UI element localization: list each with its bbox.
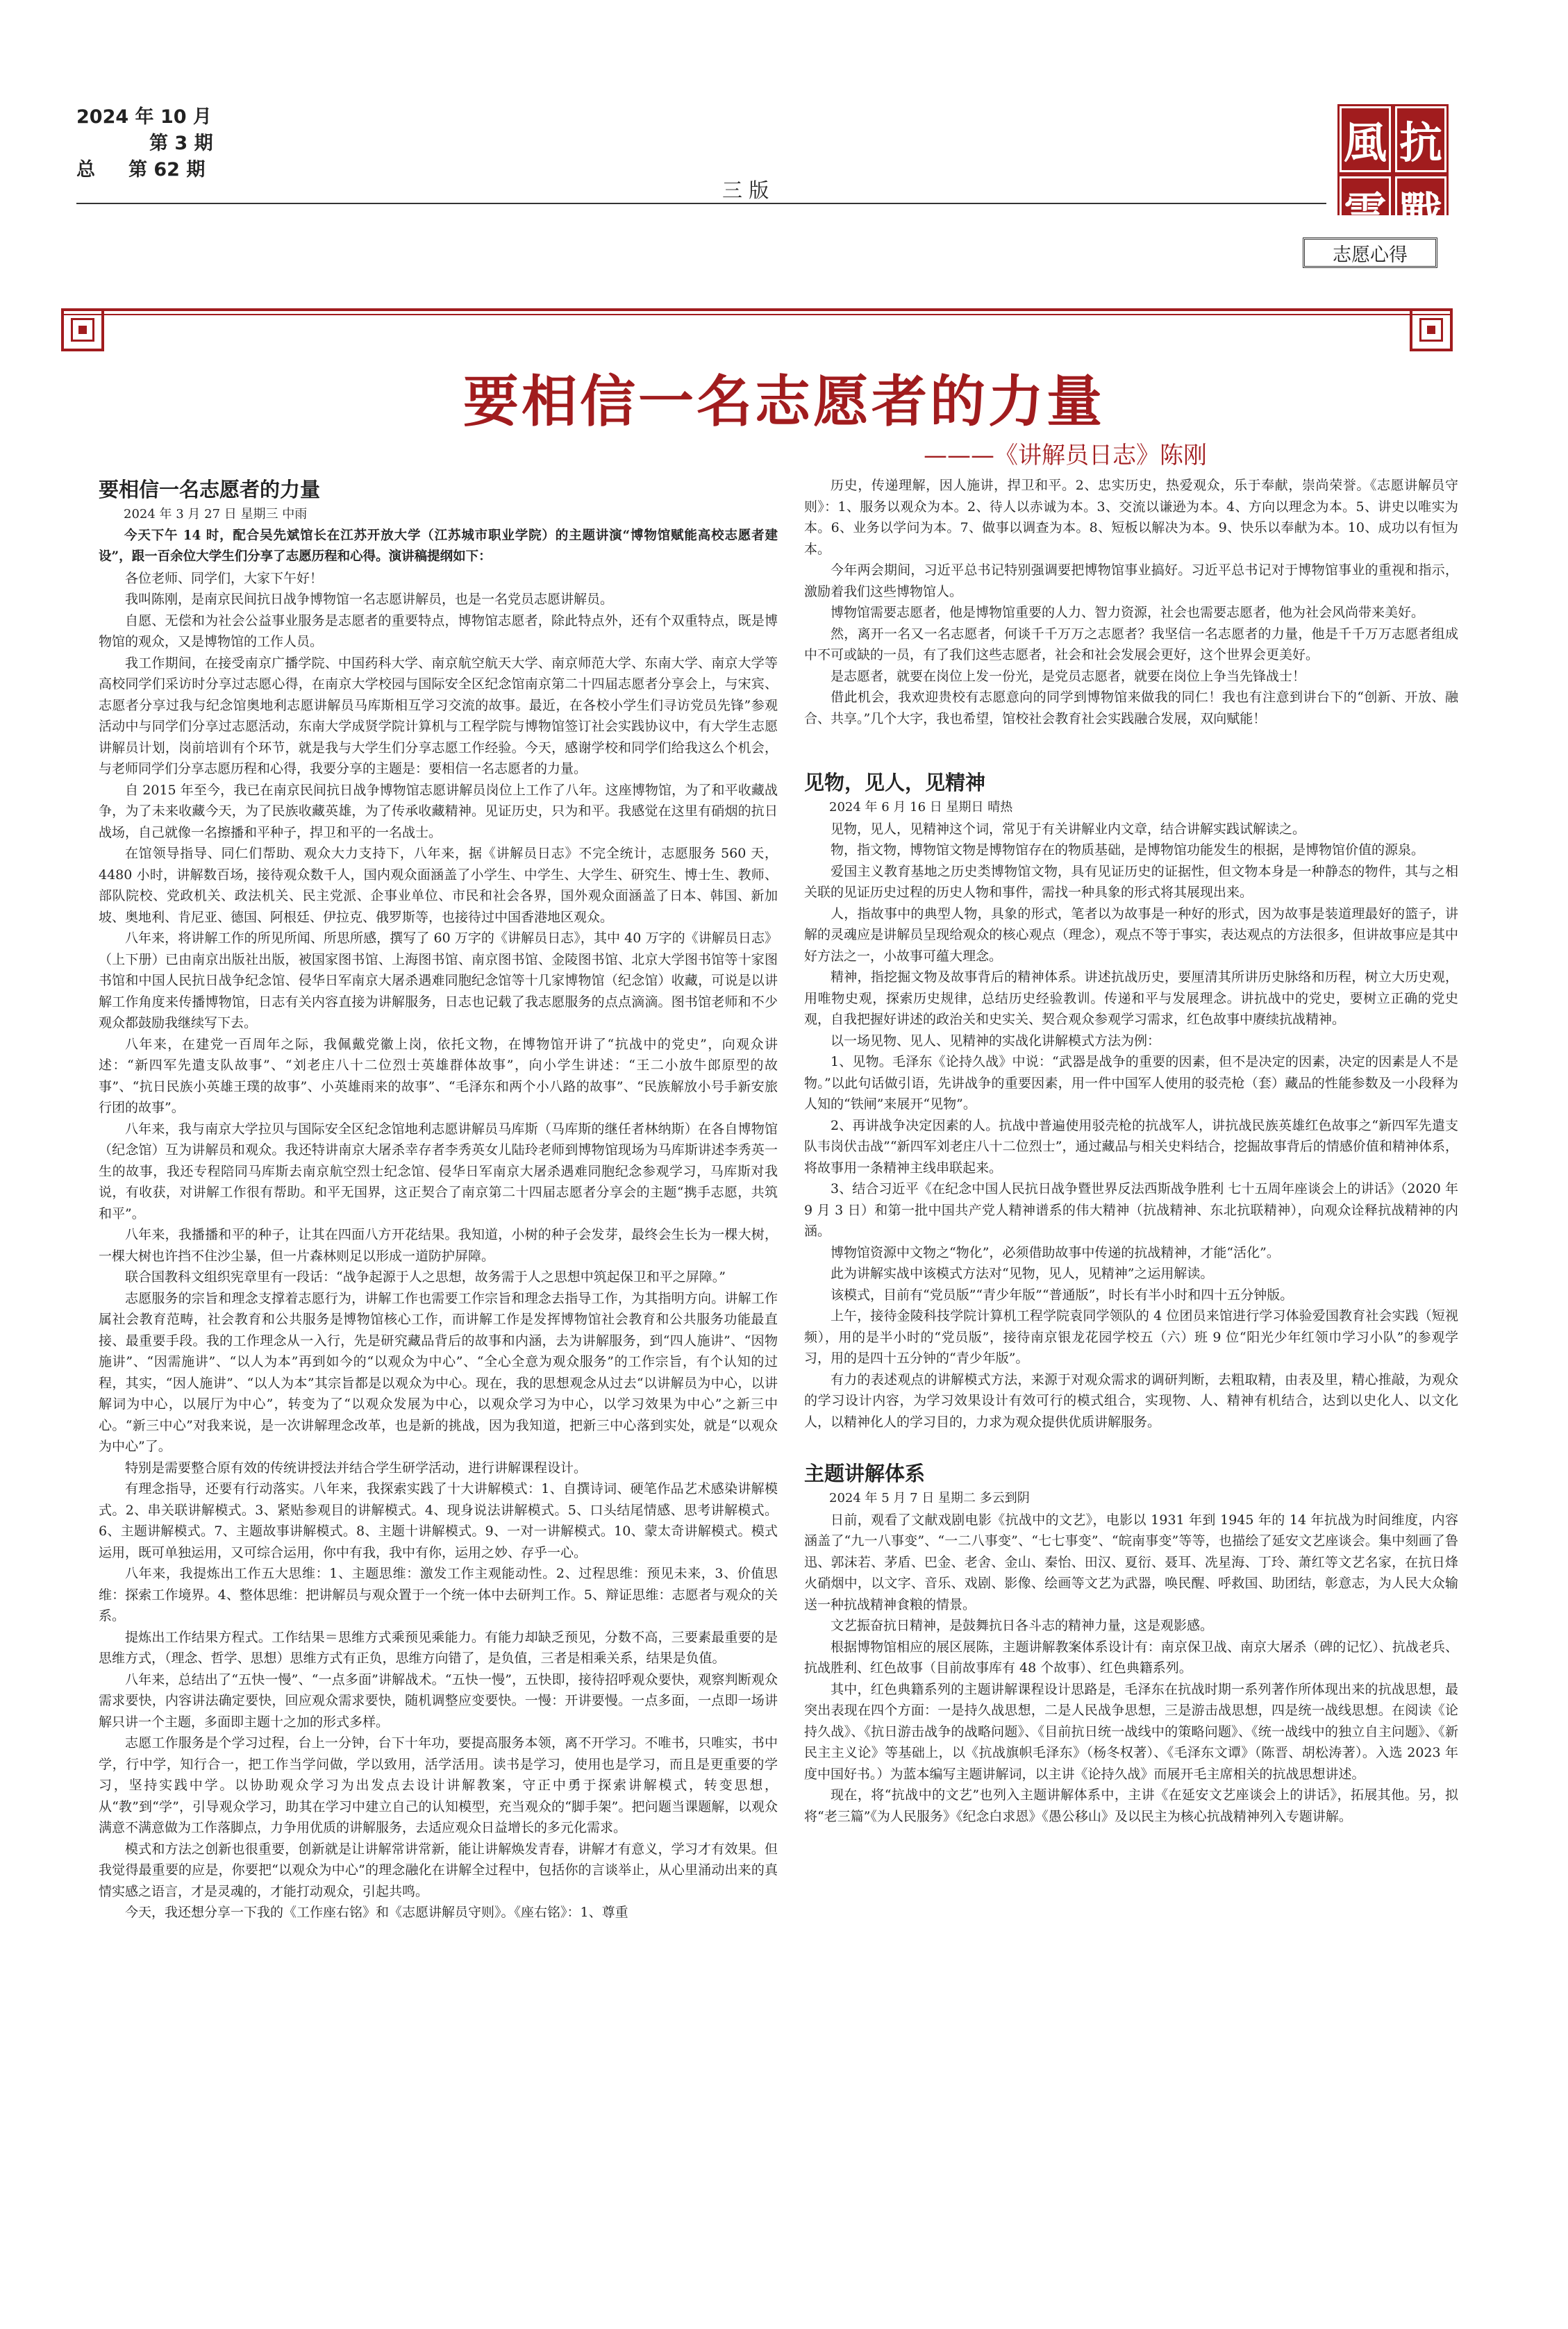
- paragraph: 模式和方法之创新也很重要，创新就是让讲解常讲常新，能让讲解焕发青春，讲解才有意义，学习才有效果。但我觉得最重要的应是，你要把“以观众为中心”的理念融化在讲解全过程中，包括你的言谈举止，从心里涌动出来的真情实感之语言，才是灵魂的，才能打动观众，引起共鸣。: [99, 1841, 778, 1899]
- paragraph: 八年来，在建党一百周年之际，我佩戴党徽上岗，依托文物，在博物馆开讲了“抗战中的党史”，向观众讲述：“新四军先遣支队故事”、“刘老庄八十二位烈士英雄群体故事”，向小学生讲述：“王二小放牛郎原型的故事”、“抗日民族小英雄王璞的故事”、小英雄雨来的故事”、“毛泽东和两个小八路的故事”、“民族解放小号手新安旅行团的故事”。: [99, 1036, 778, 1115]
- paragraph: 此为讲解实战中该模式方法对“见物，见人，见精神”之运用解读。: [831, 1266, 1214, 1281]
- paragraph: 3、结合习近平《在纪念中国人民抗日战争暨世界反法西斯战争胜利 七十五周年座谈会上的讲话》（2020 年 9 月 3 日）和第一批中国共产党人精神谱系的伟大精神（抗战精神、东北抗联精神），向观众诠释抗战精神的内涵。: [804, 1181, 1458, 1239]
- paragraph: 今年两会期间，习近平总书记特别强调要把博物馆事业搞好。习近平总书记对于博物馆事业的重视和指示，激励着我们这些博物馆人。: [804, 562, 1458, 599]
- masthead: [76, 104, 213, 183]
- paragraph: 文艺振奋抗日精神，是鼓舞抗日各斗志的精神力量，这是观影感。: [831, 1618, 1214, 1633]
- paragraph: 以一场见物、见人、见精神的实战化讲解模式方法为例：: [831, 1033, 1161, 1049]
- paragraph: 日前，观看了文献戏剧电影《抗战中的文艺》，电影以 1931 年到 1945 年的 14 年抗战为时间维度，内容涵盖了“九一八事变”、“一二八事变”、“七七事变”、“皖南事变”等等，也描绘了延安文艺座谈会。集中刻画了鲁迅、郭沫若、茅盾、巴金、老舍、金山、秦怡、田汉、夏衍、聂耳、冼星海、丁玲、萧红等文艺名家，在抗日烽火硝烟中，以文字、音乐、戏剧、影像、绘画等文艺为武器，唤民醒、呼救国、助团结，彰意志，为人民大众输送一种抗战精神食粮的情景。: [804, 1512, 1458, 1612]
- section-title-theme: 主题讲解体系: [804, 1462, 926, 1485]
- paragraph: 八年来，我播播和平的种子，让其在四面八方开花结果。我知道，小树的种子会发芽，最终会生长为一棵大树，一棵大树也许挡不住沙尘暴，但一片森林则足以形成一道防护屏障。: [99, 1227, 778, 1264]
- section-date-jianwu: 2024 年 6 月 16 日 星期日 晴热: [829, 800, 1013, 815]
- paragraph: 根据博物馆相应的展区展陈，主题讲解教案体系设计有：南京保卫战、南京大屠杀（碑的记忆）、抗战老兵、抗战胜利、红色故事（目前故事库有 48 个故事）、红色典籍系列。: [804, 1639, 1458, 1676]
- page-edition: 三 版: [722, 178, 769, 202]
- paragraph: 我工作期间，在接受南京广播学院、中国药科大学、南京航空航天大学、南京师范大学、东南大学、南京大学等高校同学们采访时分享过志愿心得，在南京大学校园与国际安全区纪念馆南京第二十四届志愿者分享会上，与宋宾、志愿者分享过我与纪念馆奥地利志愿讲解员马库斯相互学习交流的故事。最近，在各校小学生们寻访党员先锋”参观活动中与同学们分享过志愿活动，东南大学成贤学院计算机与工程学院与博物馆签订社会实践协议中，有大学生志愿讲解员计划，岗前培训有个环节，就是我与大学生们分享志愿工作经验。今天，感谢学校和同学们给我这么个机会，与老师同学们分享志愿历程和心得，我要分享的主题是：要相信一名志愿者的力量。: [99, 655, 778, 776]
- paragraph: 然，离开一名又一名志愿者，何谈千千万万之志愿者？我坚信一名志愿者的力量，他是千千万万志愿者组成中不可或缺的一员，有了我们这些志愿者，社会和社会发展会更好，这个世界会更美好。: [804, 626, 1458, 662]
- section-title-jianwu: 见物，见人，见精神: [804, 771, 986, 794]
- paragraph: 自 2015 年至今，我已在南京民间抗日战争博物馆志愿讲解员岗位上工作了八年。这座博物馆，为了和平收藏战争，为了未来收藏今天，为了民族收藏英雄，为了传承收藏精神。见证历史，只为和平。我感觉在这里有硝烟的抗日战场，自己就像一名擦播和平种子，捍卫和平的一名战士。: [99, 782, 778, 840]
- paragraph: 八年来，总结出了“五快一慢”、“一点多面”讲解战术。“五快一慢”，五快即，接待招呼观众要快，观察判断观众需求要快，内容讲法确定要快，回应观众需求要快，随机调整应变要快。一慢：开讲要慢。一点多面，一点即一场讲解只讲一个主题，多面即主题十之加的形式多样。: [99, 1671, 778, 1730]
- masthead-date: 2024 年 10 月: [76, 106, 212, 128]
- article-body: [99, 526, 778, 1923]
- article-title: 要相信一名志愿者的力量: [99, 478, 321, 501]
- corner-ornament-left: [61, 308, 104, 351]
- paragraph: 现在，将“抗战中的文艺”也列入主题讲解体系中，主讲《在延安文艺座谈会上的讲话》，拓展其他。另，拟将“老三篇”《为人民服务》《纪念白求恩》《愚公移山》及以民主为核心抗战精神列入专题讲解。: [804, 1787, 1458, 1824]
- article-date: 2024 年 3 月 27 日 星期三 中雨: [124, 507, 308, 521]
- paragraph: 今天下午 14 时，配合吴先斌馆长在江苏开放大学（江苏城市职业学院）的主题讲演“博物馆赋能高校志愿者建设”，跟一百余位大学生们分享了志愿历程和心得。演讲稿提纲如下：: [99, 528, 778, 564]
- section-spacer: [804, 729, 1458, 768]
- masthead-issue: 第 3 期: [149, 133, 213, 154]
- paragraph: 其中，红色典籍系列的主题讲解课程设计思路是，毛泽东在抗战时期一系列著作所体现出来的抗战思想，最突出表现在四个方面：一是持久战思想，二是人民战争思想，三是游击战思想，四是统一战线思想。在阅读《论持久战》、《抗日游击战争的战略问题》、《目前抗日统一战线中的策略问题》、《统一战线中的独立自主问题》、《新民主主义论》等基础上，以《抗战旗帜毛泽东》（杨冬权著）、《毛泽东文谭》（陈晋、胡松涛著）。入选 2023 年度中国好书。）为蓝本编写主题讲解词，以主讲《论持久战》而展开毛主席相关的抗战思想讲述。: [804, 1681, 1458, 1782]
- paragraph: 联合国教科文组织宪章里有一段话：“战争起源于人之思想，故务需于人之思想中筑起保卫和平之屏障。”: [125, 1269, 726, 1285]
- paragraph: 是志愿者，就要在岗位上发一份光，是党员志愿者，就要在岗位上争当先锋战士！: [831, 668, 1306, 684]
- masthead-total-row: [76, 157, 213, 183]
- paragraph: 博物馆需要志愿者，他是博物馆重要的人力、智力资源，社会也需要志愿者，他为社会风尚带来美好。: [831, 605, 1425, 620]
- paragraph: 八年来，我提炼出工作五大思维：1、主题思维：激发工作主观能动性。2、过程思维：预见未来，3、价值思维：探索工作境界。4、整体思维：把讲解员与观众置于一个统一体中去研判工作。5、辩证思维：志愿者与观众的关系。: [99, 1566, 778, 1623]
- section-tag: 志愿心得: [1303, 237, 1437, 268]
- paragraph: 见物，见人，见精神这个词，常见于有关讲解业内文章，结合讲解实践试解读之。: [831, 821, 1306, 837]
- paragraph: 提炼出工作结果方程式。工作结果＝思维方式乘预见乘能力。有能力却缺乏预见，分数不高，三要素最重要的是思维方式，（理念、哲学、思想）思维方式有正负，思维方向错了，是负值，三者是相乘关系，结果是负值。: [99, 1629, 778, 1666]
- title-frame-rule: [61, 308, 1453, 311]
- paragraph: 1、见物。毛泽东《论持久战》中说：“武器是战争的重要的因素，但不是决定的因素，决定的因素是人不是物。”以此句话做引语，先讲战争的重要因素，用一件中国军人使用的驳壳枪（套）藏品的性能参数及一小段释为人知的“铁闸”来展开“见物”。: [804, 1054, 1458, 1112]
- left-column: [99, 475, 778, 1923]
- paragraph: 自愿、无偿和为社会公益事业服务是志愿者的重要特点，博物馆志愿者，除此特点外，还有个双重特点，既是博物馆的观众，又是博物馆的工作人员。: [99, 612, 778, 649]
- headline: 要相信一名志愿者的力量: [463, 369, 1105, 434]
- section-body-jianwu: [804, 819, 1458, 1433]
- paragraph: 各位老师、同学们，大家下午好！: [125, 570, 324, 586]
- seal-char: 雲: [1340, 176, 1391, 242]
- paragraph: 历史，传递理解，因人施讲，捍卫和平。2、忠实历史，热爱观众，乐于奉献，崇尚荣誉。《志愿讲解员守则》：1、服务以观众为本。2、待人以赤诚为本。3、交流以谦逊为本。4、方向以理念为本。5、讲史以唯实为本。6、业务以学问为本。7、做事以调查为本。8、短板以解决为本。9、快乐以奉献为本。10、成功以有恒为本。: [804, 478, 1458, 557]
- paragraph: 在馆领导指导、同仁们帮助、观众大力支持下，八年来，据《讲解员日志》不完全统计，志愿服务 560 天，4480 小时，讲解数百场，接待观众数千人，国内观众面涵盖了小学生、中学生、大学生、研究生、博士生、教师、部队院校、党政机关、政法机关、民主党派、企事业单位、市民和社会各界，国外观众面涵盖了日本、韩国、新加坡、奥地利、肯尼亚、德国、阿根廷、伊拉克、俄罗斯等，也接待过中国香港地区观众。: [99, 846, 778, 925]
- paragraph: 上午，接待金陵科技学院计算机工程学院袁同学领队的 4 位团员来馆进行学习体验爱国教育社会实践（短视频），用的是半小时的“党员版”，接待南京银龙花园学校五（六）班 9 位“阳光少年红领巾学习小队”的参观学习，用的是四十五分钟的“青少年版”。: [804, 1308, 1458, 1366]
- seal-char: 抗: [1395, 106, 1446, 172]
- article-continuation: [804, 475, 1458, 729]
- paragraph: 爱国主义教育基地之历史类博物馆文物，具有见证历史的证据性，但文物本身是一种静态的物件，其与之相关联的见证历史过程的历史人物和事件，需找一种具象的形式将其展现出来。: [804, 863, 1458, 900]
- header-rule: [76, 203, 1326, 204]
- paragraph: 志愿服务的宗旨和理念支撑着志愿行为，讲解工作也需要工作宗旨和理念去指导工作，为其指明方向。讲解工作属社会教育范畴，社会教育和公共服务是博物馆核心工作，而讲解工作是发挥博物馆社会教育和公共服务功能最直接、最重要手段。我的工作理念从一入行，先是研究藏品背后的故事和内涵，去为讲解服务，到“四人施讲”、“因物施讲”、“因需施讲”、“以人为本”再到如今的“以观众为中心”、“全心全意为观众服务”的工作宗旨，有个认知的过程，其实，“因人施讲”、“以人为本”其宗旨都是以观众为中心。现在，我的思想观念从过去“以讲解员为中心，以讲解词为中心，以展厅为中心”，转变为了“以观众发展为中心，以观众学习为中心，以学习效果为中心”之新三中心。“新三中心”对我来说，是一次讲解理念改革，也是新的挑战，因为我知道，把新三中心落到实处，就是“以观众为中心”了。: [99, 1290, 778, 1454]
- paragraph: 精神，指挖掘文物及故事背后的精神体系。讲述抗战历史，要厘清其所讲历史脉络和历程，树立大历史观，用唯物史观，探索历史规律，总结历史经验教训。传递和平与发展理念。讲抗战中的党史，要树立正确的党史观，自我把握好讲述的政治关和史实关、契合观众参观学习需求，红色故事中赓续抗战精神。: [804, 969, 1458, 1027]
- corner-ornament-right: [1410, 308, 1453, 351]
- byline: ———《讲解员日志》陈刚: [924, 442, 1207, 469]
- masthead-total-label: 总: [76, 159, 95, 181]
- paragraph: 物，指文物，博物馆文物是博物馆存在的物质基础，是博物馆功能发生的根据，是博物馆价值的源泉。: [831, 842, 1425, 858]
- paragraph: 有理念指导，还要有行动落实。八年来，我探索实践了十大讲解模式：1、自撰诗词、硬笔作品艺术感染讲解模式。2、串关联讲解模式。3、紧贴参观目的讲解模式。4、现身说法讲解模式。5、口头结尾情感、思考讲解模式。6、主题讲解模式。7、主题故事讲解模式。8、主题十讲解模式。9、一对一讲解模式。10、蒙太奇讲解模式。模式运用，既可单独运用，又可综合运用，你中有我，我中有你，运用之妙、存乎一心。: [99, 1481, 778, 1560]
- right-column: [804, 475, 1458, 1827]
- paragraph: 人，指故事中的典型人物，具象的形式，笔者以为故事是一种好的形式，因为故事是装道理最好的篮子，讲解的灵魂应是讲解员呈现给观众的核心观点（理念），观点不等于事实，表达观点的方法很多，但讲故事应是其中好方法之一，小故事可蕴大理念。: [804, 905, 1458, 964]
- seal-char: 風: [1340, 106, 1391, 172]
- paragraph: 特别是需要整合原有效的传统讲授法并结合学生研学活动，进行讲解课程设计。: [125, 1460, 587, 1476]
- section-date-theme: 2024 年 5 月 7 日 星期二 多云到阴: [829, 1491, 1030, 1505]
- newspaper-seal-logo: [1337, 104, 1449, 238]
- section-body-theme: [804, 1510, 1458, 1828]
- paragraph: 有力的表述观点的讲解模式方法，来源于对观众需求的调研判断，去粗取精，由表及里，精心推敲，为观众的学习设计内容，为学习效果设计有效可行的模式组合，实现物、人、精神有机结合，达到以史化人、以文化人，以精神化人的学习目的，力求为观众提供优质讲解服务。: [804, 1371, 1458, 1430]
- paragraph: 八年来，将讲解工作的所见所闻、所思所感，撰写了 60 万字的《讲解员日志》，其中 40 万字的《讲解员日志》（上下册）已由南京出版社出版，被国家图书馆、上海图书馆、南京图书馆、金陵图书馆、北京大学图书馆等十家图书馆和中国人民抗日战争纪念馆、侵华日军南京大屠杀遇难同胞纪念馆等十几家博物馆（纪念馆）收藏，可说是以讲解工作角度来传播博物馆，日志有关内容直接为讲解服务，日志也记载了我志愿服务的点点滴滴。图书馆老师和不少观众都鼓励我继续写下去。: [99, 930, 778, 1030]
- paragraph: 志愿工作服务是个学习过程，台上一分钟，台下十年功，要提高服务本领，离不开学习。不唯书，只唯实，书中学，行中学，知行合一，把工作当学问做，学以致用，活学活用。读书是学习，使用也是学习，而且是更重要的学习，坚持实践中学。以协助观众学习为出发点去设计讲解教案，守正中勇于探索讲解模式，转变思想，从“教”到“学”，引导观众学习，助其在学习中建立自己的认知模型，充当观众的“脚手架”。把问题当课题解，以观众满意不满意做为工作落脚点，力争用优质的讲解服务，去适应观众日益增长的多元化需求。: [99, 1735, 778, 1835]
- section-spacer: [804, 1433, 1458, 1459]
- title-frame-rule-inner: [61, 314, 1453, 315]
- paragraph: 博物馆资源中文物之“物化”，必须借助故事中传递的抗战精神，才能“活化”。: [831, 1244, 1280, 1260]
- paragraph: 八年来，我与南京大学拉贝与国际安全区纪念馆地利志愿讲解员马库斯（马库斯的继任者林纳斯）在各自博物馆（纪念馆）互为讲解员和观众。我还特讲南京大屠杀幸存者李秀英女儿陆玲老师到博物馆现场为马库斯讲述李秀英一生的故事，我还专程陪同马库斯去南京航空烈士纪念馆、侵华日军南京大屠杀遇难同胞纪念参观学习，马库斯对我说，有收获，对讲解工作很有帮助。和平无国界，这正契合了南京第二十四届志愿者分享会的主题“携手志愿，共筑和平”。: [99, 1121, 778, 1221]
- paragraph: 该模式，目前有“党员版”“青少年版”“普通版”，时长有半小时和四十五分钟版。: [831, 1287, 1294, 1303]
- masthead-total: 第 62 期: [128, 159, 206, 181]
- seal-char: 戰: [1395, 176, 1446, 242]
- paragraph: 今天，我还想分享一下我的《工作座右铭》和《志愿讲解员守则》。《座右铭》：1、尊重: [125, 1905, 628, 1920]
- paragraph: 我叫陈刚，是南京民间抗日战争博物馆一名志愿讲解员，也是一名党员志愿讲解员。: [125, 592, 614, 607]
- paragraph: 借此机会，我欢迎贵校有志愿意向的同学到博物馆来做我的同仁！我也有注意到讲台下的“创新、开放、融合、共享。”几个大字，我也希望，馆校社会教育社会实践融合发展，双向赋能！: [804, 690, 1458, 726]
- paragraph: 2、再讲战争决定因素的人。抗战中普遍使用驳壳枪的抗战军人，讲抗战民族英雄红色故事之“新四军先遣支队韦岗伏击战”“新四军刘老庄八十二位烈士”，通过藏品与相关史料结合，挖掘故事背后的情感价值和精神体系，将故事用一条精神主线串联起来。: [804, 1117, 1458, 1176]
